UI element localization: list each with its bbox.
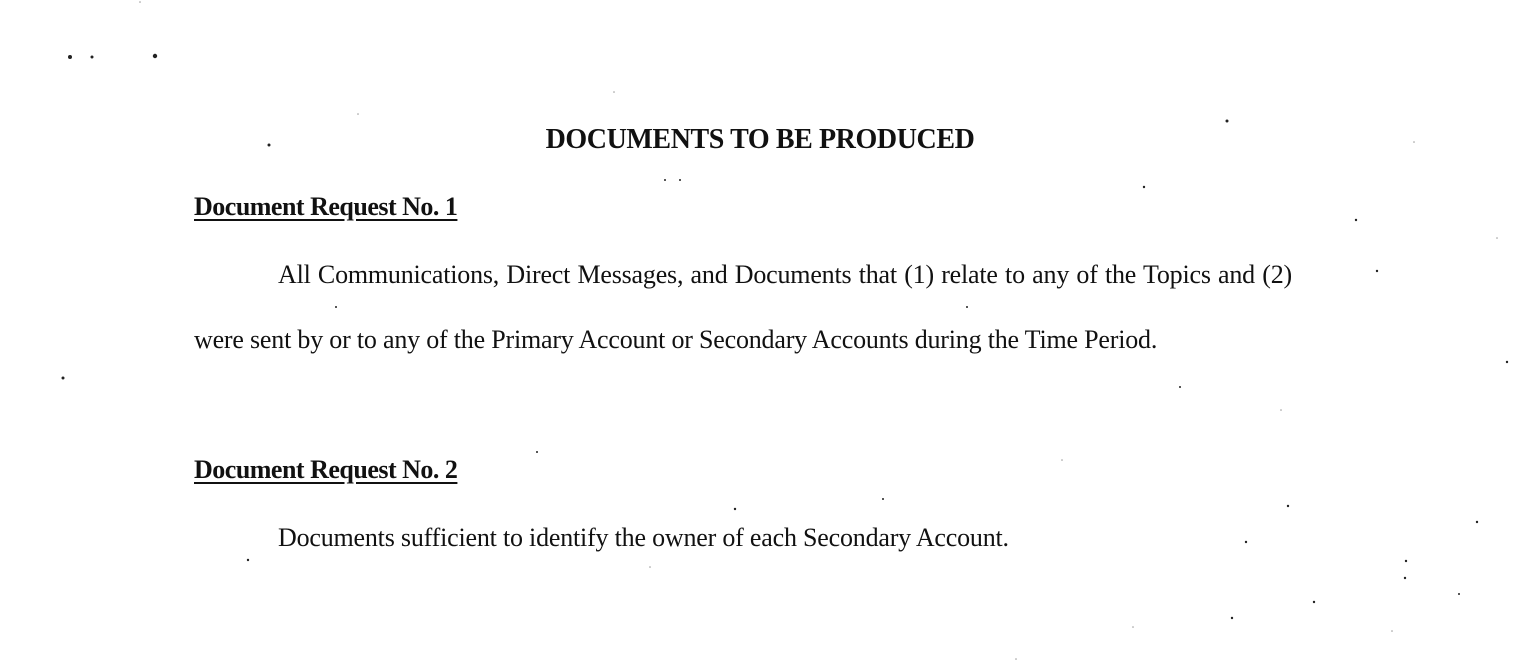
page-title	[0, 124, 1520, 156]
request-1-heading: Document Request No. 1	[194, 192, 458, 221]
page-title-text: DOCUMENTS TO BE PRODUCED	[545, 124, 975, 155]
request-2-text: Documents sufficient to identify the owner of each Secondary Account.	[278, 523, 1009, 552]
request-1-text: All Communications, Direct Messages, and Documents that (1) relate to any of the Topics and (2) were sent by or to any of the Primary Account or Secondary Accounts during the Time Period.	[194, 260, 1292, 354]
request-2-heading: Document Request No. 2	[194, 455, 458, 484]
